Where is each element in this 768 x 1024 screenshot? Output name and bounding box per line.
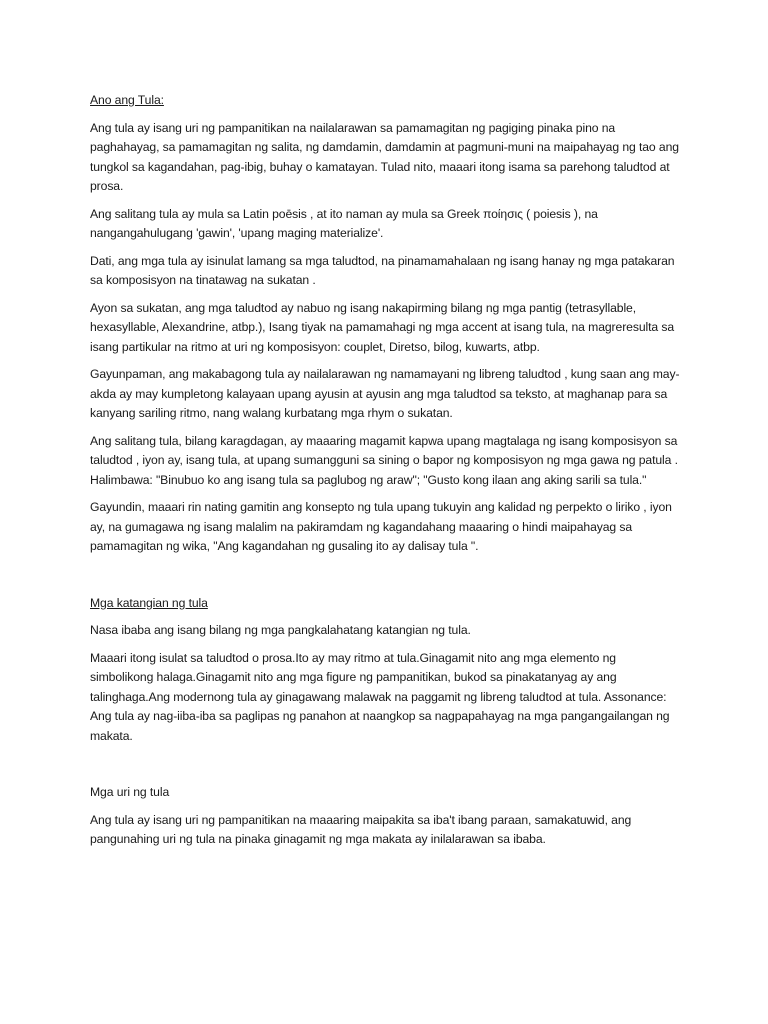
paragraph: Ang tula ay isang uri ng pampanitikan na maaaring maipakita sa iba't ibang paraan, samakatuwid, ang pangunahing uri ng tula na pinaka ginagamit ng mga makata ay inilalarawan sa ibaba.: [90, 812, 632, 846]
document-page: [90, 91, 682, 858]
paragraph: Nasa ibaba ang isang bilang ng mga pangkalahatang katangian ng tula.: [90, 623, 471, 637]
section-heading-mga-katangian: Mga katangian ng tula: [90, 595, 208, 610]
paragraph: Ang tula ay isang uri ng pampanitikan na nailalarawan sa pamamagitan ng pagiging pinaka pino na paghahayag, sa pamamagitan ng salita, ng damdamin, damdamin at pagmuni-muni na maipahayag ng tao ang tungkol sa kagandahan, pag-ibig, buhay o kamatayan. Tulad nito, maaari itong isama sa parehong taludtod at prosa.: [90, 120, 679, 193]
paragraph: Gayundin, maaari rin nating gamitin ang konsepto ng tula upang tukuyin ang kalidad ng perpekto o liriko , iyon ay, na gumagawa ng isang malalim na pakiramdam ng kagandahang maaaring o hindi maipahayag sa pamamagitan ng wika, "Ang kagandahan ng gusaling ito ay dalisay tula ".: [90, 500, 672, 553]
paragraph: Ang salitang tula ay mula sa Latin poēsis , at ito naman ay mula sa Greek ποίησις ( poiesis ), na nangangahulugang 'gawin', 'upang maging materialize'.: [90, 206, 598, 240]
paragraph: Maaari itong isulat sa taludtod o prosa.Ito ay may ritmo at tula.Ginagamit nito ang mga elemento ng simbolikong halaga.Ginagamit nito ang mga figure ng pampanitikan, bukod sa pinakatanyag ay ang talinghaga.Ang modernong tula ay ginagawang malawak na paggamit ng libreng taludtod at tula. Assonance: Ang tula ay nag-iiba-iba sa paglipas ng panahon at naangkop sa nagpapahayag na mga pangangailangan ng makata.: [90, 650, 670, 743]
section-heading-mga-uri: Mga uri ng tula: [90, 785, 170, 799]
paragraph: Dati, ang mga tula ay isinulat lamang sa mga taludtod, na pinamamahalaan ng isang hanay ng mga patakaran sa komposisyon na tinatawag na sukatan .: [90, 253, 675, 287]
section-spacer: [90, 565, 682, 594]
paragraph: Ang salitang tula, bilang karagdagan, ay maaaring magamit kapwa upang magtalaga ng isang komposisyon sa taludtod , iyon ay, isang tula, at upang sumangguni sa sining o bapor ng komposisyon ng mga gawa ng patula . Halimbawa: "Binubuo ko ang isang tula sa paglubog ng araw"; "Gusto kong ilaan ang aking sarili sa tula.": [90, 433, 678, 487]
paragraph: Gayunpaman, ang makabagong tula ay nailalarawan ng namamayani ng libreng taludtod , kung saan ang may-akda ay may kumpletong kalayaan upang ayusin at ayusin ang mga taludtod sa teksto, at maghanap para sa kanyang sariling ritmo, nang walang kurbatang mga rhym o sukatan.: [90, 367, 680, 420]
section-heading-ano-ang-tula: Ano ang Tula:: [90, 93, 164, 107]
section-spacer: [90, 754, 682, 783]
paragraph: Ayon sa sukatan, ang mga taludtod ay nabuo ng isang nakapirming bilang ng mga pantig (tetrasyllable, hexasyllable, Alexandrine, atbp.), Isang tiyak na pamamahagi ng mga accent at isang tula, na magreresulta sa isang partikular na ritmo at uri ng komposisyon: couplet, Diretso, bilog, kuwarts, atbp.: [90, 300, 675, 354]
